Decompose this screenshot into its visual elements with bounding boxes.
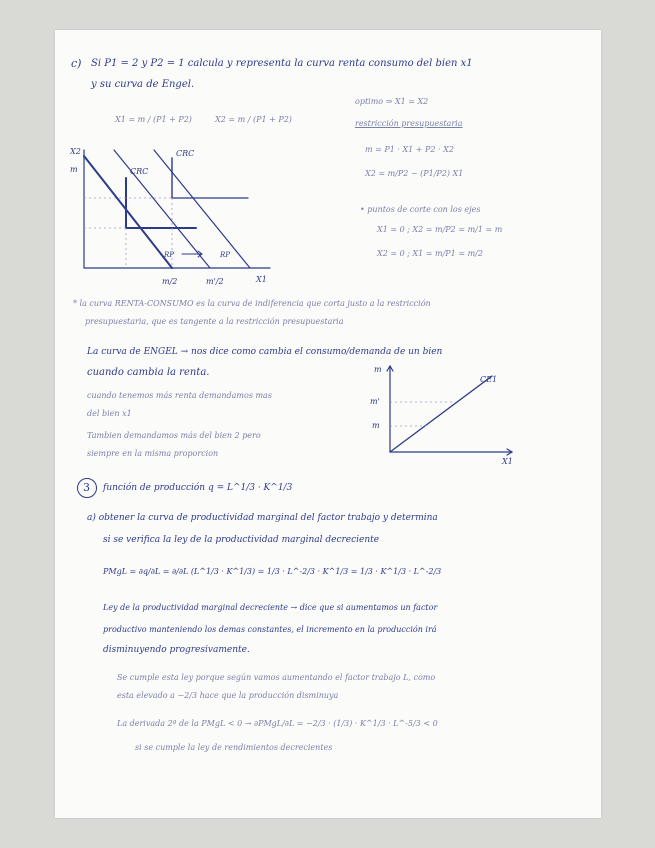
tick-m-prime-half: m'/2: [206, 277, 224, 286]
ce1-label: CE1: [480, 375, 498, 384]
rp-label-1: RP: [164, 251, 174, 259]
engel-curve: [390, 376, 492, 452]
law-line-3: disminuyendo progresivamente.: [103, 645, 250, 655]
graph2-x1-label: X1: [502, 457, 513, 466]
crc-label-2: CRC: [176, 149, 195, 158]
law-line-2: productivo manteniendo los demas constantes, el incremento en la producción irá: [103, 625, 437, 634]
corte-x1: X1 = 0 ; X2 = m/P2 = m/1 = m: [377, 225, 503, 234]
rp-label-2: RP: [220, 251, 230, 259]
renta-consumo-note-1: * la curva RENTA-CONSUMO es la curva de indiferencia que corta justo a la restricción: [73, 299, 431, 308]
tick-m-half: m/2: [162, 277, 178, 286]
problem-3-circle: [77, 478, 97, 498]
problem-3-title: función de producción q = L^1/3 · K^1/3: [103, 483, 293, 493]
engel-line-2: cuando cambia la renta.: [87, 367, 210, 378]
graph1-x2-label: X2: [70, 147, 81, 156]
restriccion-title: restricción presupuestaria: [355, 119, 463, 128]
puntos-corte: • puntos de corte con los ejes: [360, 205, 481, 214]
part-c-statement-2: y su curva de Engel.: [91, 79, 195, 90]
pmgl-equation: PMgL = ∂q/∂L = ∂/∂L (L^1/3 · K^1/3) = 1/3 · L^-2/3 · K^1/3 = 1/3 · K^1/3 · L^-2/3: [103, 567, 442, 576]
engel-line-4: del bien x1: [87, 409, 132, 418]
budget-line-2: [114, 150, 210, 268]
engel-graph: [360, 360, 530, 468]
part-c-label: c): [71, 57, 82, 70]
cumple-line-2: esta elevado a −2/3 hace que la producción disminuya: [117, 691, 339, 700]
graph2-m: m: [372, 421, 380, 430]
renta-consumo-note-2: presupuestaria, que es tangente a la restricción presupuestaria: [85, 317, 344, 326]
graph1-x1-label: X1: [256, 275, 267, 284]
engel-line-1: La curva de ENGEL → nos dice como cambia el consumo/demanda de un bien: [87, 347, 443, 357]
x2-formula: X2 = m / (P1 + P2): [215, 115, 292, 124]
problem-3-number: 3: [83, 481, 90, 494]
budget-line-1: [84, 156, 172, 268]
notebook-page: [55, 30, 601, 818]
crc-label-1: CRC: [130, 167, 149, 176]
x1-formula: X1 = m / (P1 + P2): [115, 115, 192, 124]
part-a-line-1: a) obtener la curva de productividad marginal del factor trabajo y determina: [87, 513, 438, 523]
engel-line-5: Tambien demandamos más del bien 2 pero: [87, 431, 261, 440]
graph2-m-prime: m': [370, 397, 380, 406]
graph2-m-axis-label: m: [374, 365, 382, 374]
graph1-m-label: m: [70, 165, 78, 174]
budget-equation: m = P1 · X1 + P2 · X2: [365, 145, 454, 154]
derivada-line: La derivada 2ª de la PMgL < 0 → ∂PMgL/∂L = −2/3 · (1/3) · K^1/3 · L^-5/3 < 0: [117, 719, 438, 728]
renta-consumo-graph: [70, 142, 280, 292]
cumple-line-1: Se cumple esta ley porque según vamos aumentando el factor trabajo L, como: [117, 673, 436, 682]
x2-equation: X2 = m/P2 − (P1/P2) X1: [365, 169, 464, 178]
engel-line-6: siempre en la misma proporcion: [87, 449, 219, 458]
law-line-1: Ley de la productividad marginal decreciente → dice que si aumentamos un factor: [103, 603, 438, 612]
part-a-line-2: si se verifica la ley de la productividad marginal decreciente: [103, 535, 380, 545]
conclusion-line: si se cumple la ley de rendimientos decrecientes: [135, 743, 333, 752]
optimo-note: optimo ⇒ X1 = X2: [355, 97, 429, 106]
corte-x2: X2 = 0 ; X1 = m/P1 = m/2: [377, 249, 483, 258]
part-c-statement-1: Si P1 = 2 y P2 = 1 calcula y representa la curva renta consumo del bien x1: [91, 58, 473, 69]
engel-line-3: cuando tenemos más renta demandamos mas: [87, 391, 272, 400]
